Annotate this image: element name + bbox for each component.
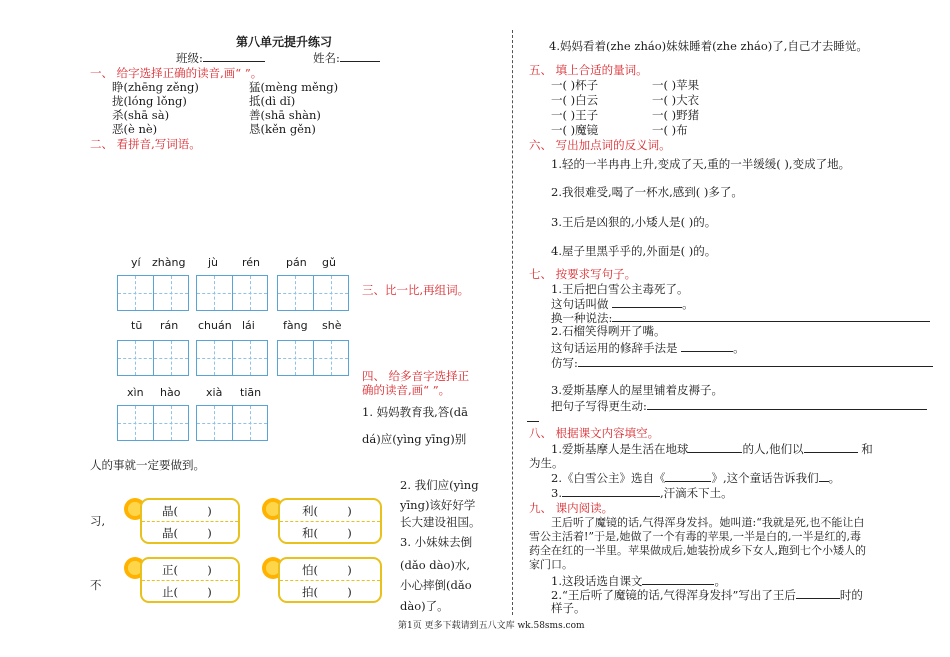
pinyin: zhàng xyxy=(152,256,186,269)
pinyin: rán xyxy=(160,319,179,332)
s5-item: 一( )杯子 xyxy=(551,78,599,92)
s1-item: 恶(è nè) xyxy=(112,122,158,136)
s1-item: 睁(zhēng zěng) xyxy=(112,80,199,94)
s5-item: 一( )苹果 xyxy=(652,78,700,92)
s1-item: 杀(shā sà) xyxy=(112,108,170,122)
s1-item: 猛(mèng měng) xyxy=(249,80,339,94)
pinyin: fàng xyxy=(283,319,308,332)
pinyin: xià xyxy=(206,386,223,399)
s6-q: 1.轻的一半冉冉上升,变成了天,重的一半缓缓( ),变成了地。 xyxy=(551,157,851,171)
writing-grid[interactable] xyxy=(196,275,268,311)
s4-q4: 4.妈妈看着(zhe zháo)妹妹睡着(zhe zháo)了,自己才去睡觉。 xyxy=(549,39,868,53)
s4-text: 小心摔倒(dǎo xyxy=(400,578,472,592)
s6-q: 3.王后是凶狠的,小矮人是( )的。 xyxy=(551,215,717,229)
compare-char: 利( ) xyxy=(302,504,352,518)
s4-text: 习, xyxy=(90,514,106,528)
pinyin: gǔ xyxy=(322,256,336,269)
s7-q: 仿写: xyxy=(551,355,933,370)
s9-passage: 家门口。 xyxy=(529,558,573,571)
s7-q: 把句子写得更生动: xyxy=(551,398,927,413)
s9-q: 1.这段话选自课文 。 xyxy=(551,574,726,588)
name-label: 姓名: xyxy=(313,50,380,65)
s6-heading: 六、 写出加点词的反义词。 xyxy=(529,138,671,152)
s8-q: 3. ,汗滴禾下土。 xyxy=(551,486,733,500)
pinyin: tū xyxy=(131,319,143,332)
s8-q: 为生。 xyxy=(529,456,564,470)
column-divider xyxy=(512,30,513,615)
s7-q: 这句话叫做 。 xyxy=(551,297,694,311)
s1-item: 善(shā shàn) xyxy=(249,108,321,122)
s9-passage: 雪公主活着!”于是,她做了一个有毒的苹果,一半是白的,一半是红的,毒 xyxy=(529,530,862,543)
s7-q xyxy=(527,410,539,425)
s4-text: 1. 妈妈教育我,答(dā xyxy=(362,405,468,419)
compare-char: 拍( ) xyxy=(302,585,352,599)
compare-char: 和( ) xyxy=(302,526,352,540)
compare-char: 怕( ) xyxy=(302,563,352,577)
s9-q: 样子。 xyxy=(551,601,586,615)
s5-item: 一( )魔镜 xyxy=(551,123,599,137)
page-footer: 第1页 更多下载请到五八文库 wk.58sms.com xyxy=(398,621,585,631)
pinyin: yí xyxy=(131,256,141,269)
s8-q: 2.《白雪公主》选自《 》,这个童话告诉我们 。 xyxy=(551,471,841,485)
s8-heading: 八、 根据课文内容填空。 xyxy=(529,426,660,440)
s4-text: 不 xyxy=(90,578,102,592)
s5-item: 一( )野猪 xyxy=(652,108,700,122)
s4-text: yīng)该好好学 xyxy=(400,498,476,512)
s9-passage: 王后听了魔镜的话,气得浑身发抖。她叫道:“我就是死,也不能让白 xyxy=(551,516,865,529)
pinyin: rén xyxy=(242,256,261,269)
compare-box xyxy=(140,557,240,603)
pinyin: lái xyxy=(242,319,255,332)
s7-heading: 七、 按要求写句子。 xyxy=(529,267,637,281)
s3-heading: 三、比一比,再组词。 xyxy=(362,283,470,297)
writing-grid[interactable] xyxy=(117,340,189,376)
pinyin: pán xyxy=(286,256,307,269)
s6-q: 4.屋子里黑乎乎的,外面是( )的。 xyxy=(551,244,717,258)
compare-box xyxy=(140,498,240,544)
s4-heading: 确的读音,画“ ”。 xyxy=(362,383,451,397)
page-title: 第八单元提升练习 xyxy=(236,35,333,49)
s5-item: 一( )王子 xyxy=(551,108,599,122)
s4-text: 人的事就一定要做到。 xyxy=(90,458,205,472)
s7-q: 这句话运用的修辞手法是 。 xyxy=(551,341,745,355)
s4-text: 2. 我们应(yìng xyxy=(400,478,479,492)
s7-q: 换一种说法: xyxy=(551,310,930,325)
s5-heading: 五、 填上合适的量词。 xyxy=(529,63,648,77)
pinyin: shè xyxy=(322,319,342,332)
compare-char: 晶( ) xyxy=(162,504,212,518)
s9-passage: 药全在红的一半里。苹果做成后,她装扮成乡下女人,跑到七个小矮人的 xyxy=(529,544,866,557)
s7-q: 1.王后把白雪公主毒死了。 xyxy=(551,282,689,296)
s2-heading: 二、 看拼音,写词语。 xyxy=(90,137,201,151)
s5-item: 一( )布 xyxy=(652,123,688,137)
s5-item: 一( )大衣 xyxy=(652,93,700,107)
writing-grid[interactable] xyxy=(277,275,349,311)
writing-grid[interactable] xyxy=(117,405,189,441)
s9-heading: 九、 课内阅读。 xyxy=(529,501,614,515)
s4-text: dá)应(yìng yīng)别 xyxy=(362,432,467,446)
s1-item: 抵(dì dǐ) xyxy=(249,94,296,108)
s5-item: 一( )白云 xyxy=(551,93,599,107)
compare-box xyxy=(278,557,382,603)
pinyin: hào xyxy=(160,386,181,399)
writing-grid[interactable] xyxy=(196,340,268,376)
writing-grid[interactable] xyxy=(117,275,189,311)
s9-q: 2.“王后听了魔镜的话,气得浑身发抖”写出了王后 时的 xyxy=(551,588,863,602)
s1-item: 恳(kěn gěn) xyxy=(249,122,316,136)
class-label: 班级: xyxy=(176,50,265,65)
writing-grid[interactable] xyxy=(196,405,268,441)
s6-q: 2.我很难受,喝了一杯水,感到( )多了。 xyxy=(551,185,743,199)
s4-text: (dǎo dào)水, xyxy=(400,558,471,572)
pinyin: chuán xyxy=(198,319,232,332)
s4-heading: 四、 给多音字选择正 xyxy=(362,369,470,383)
s7-q: 2.石榴笑得咧开了嘴。 xyxy=(551,324,666,338)
s4-text: 3. 小妹妹去倒 xyxy=(400,535,473,549)
pinyin: xìn xyxy=(127,386,144,399)
compare-box xyxy=(278,498,382,544)
s1-heading: 一、 给字选择正确的读音,画“ ”。 xyxy=(90,66,263,80)
compare-char: 止( ) xyxy=(162,585,212,599)
writing-grid[interactable] xyxy=(277,340,349,376)
s8-q: 1.爱斯基摩人是生活在地球 的人,他们以 和 xyxy=(551,442,873,456)
s4-text: 长大建设祖国。 xyxy=(400,515,481,529)
pinyin: jù xyxy=(208,256,219,269)
s4-text: dào)了。 xyxy=(400,599,449,613)
compare-char: 正( ) xyxy=(162,563,212,577)
s7-q: 3.爱斯基摩人的屋里铺着皮褥子。 xyxy=(551,383,723,397)
pinyin: tiān xyxy=(240,386,262,399)
compare-char: 晶( ) xyxy=(162,526,212,540)
s1-item: 拢(lóng lǒng) xyxy=(112,94,187,108)
